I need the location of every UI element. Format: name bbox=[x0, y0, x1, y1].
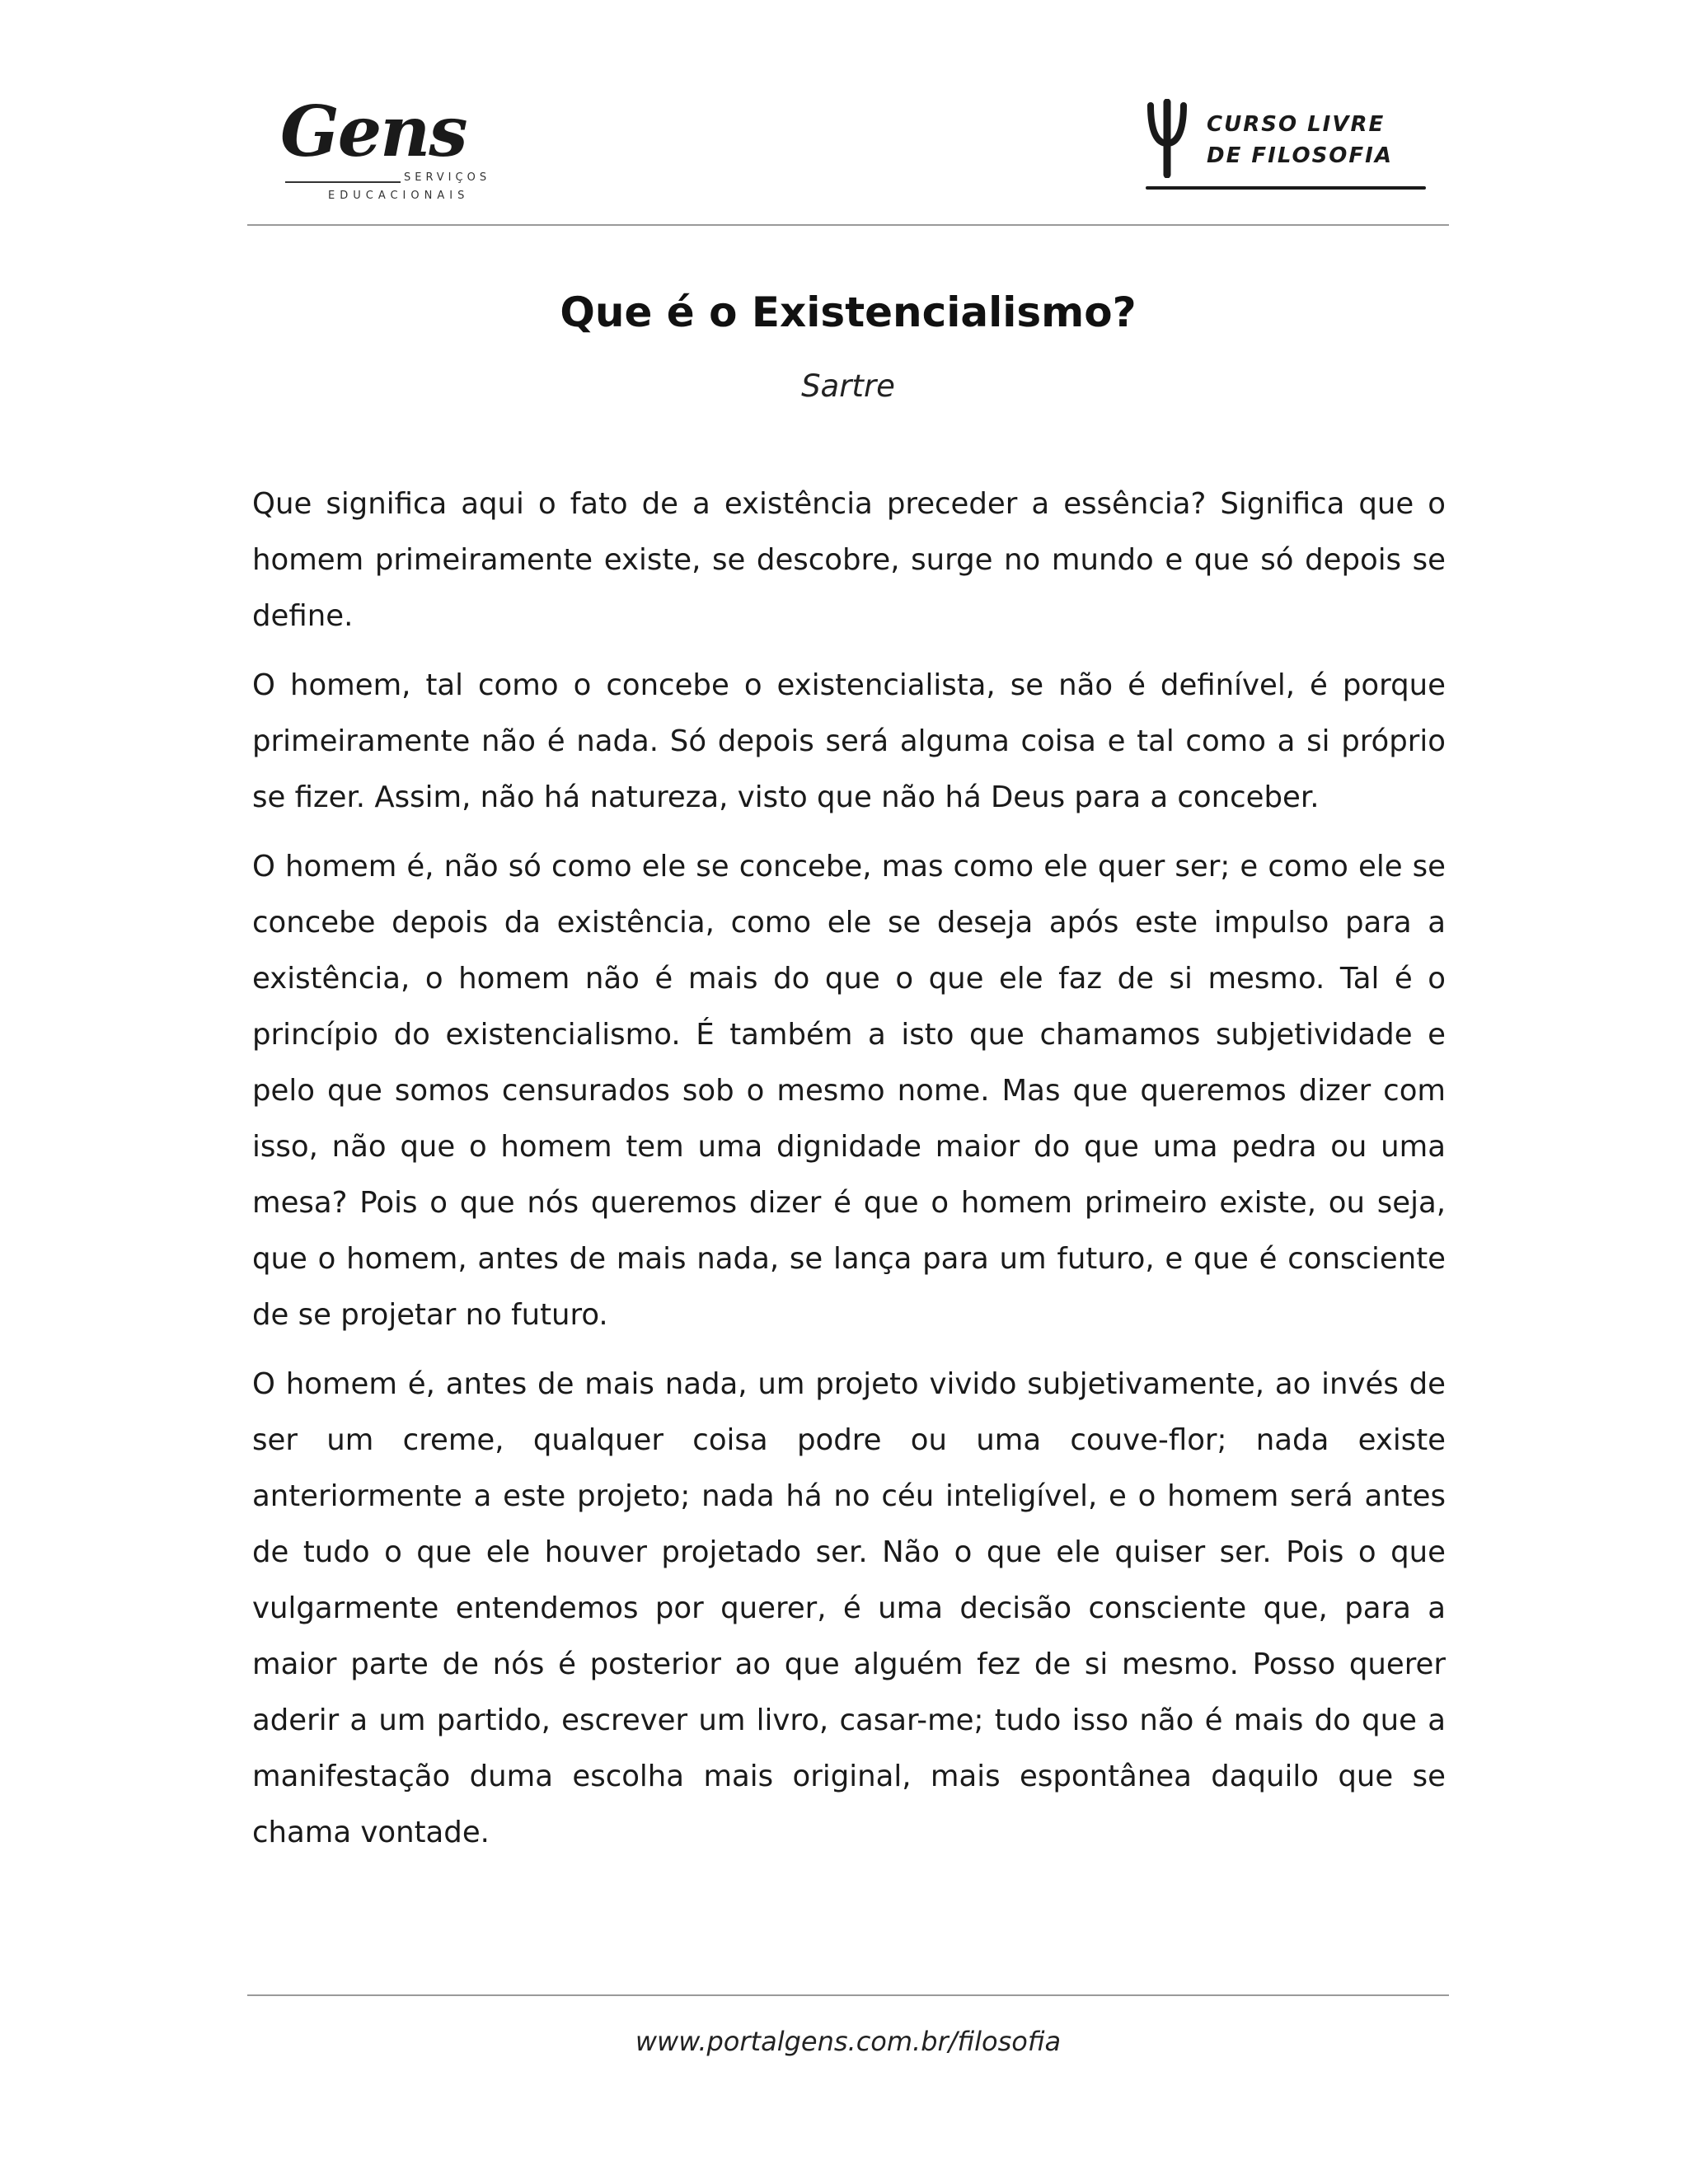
gens-logo bbox=[280, 91, 491, 202]
page-header bbox=[247, 82, 1449, 223]
paragraph-1: Que significa aqui o fato de a existência preceder a essência? Significa que o homem primeiramente existe, se descobre, surge no mundo e que só depois se define. bbox=[252, 487, 1446, 633]
gens-underline bbox=[285, 181, 401, 183]
curso-logo-rule bbox=[1146, 186, 1426, 190]
de-filosofia-text: DE FILOSOFIA bbox=[1207, 143, 1393, 168]
curso-livre-logo bbox=[1146, 92, 1434, 191]
paragraph-2: O homem, tal como o concebe o existencialista, se não é definível, é porque primeiramente não é nada. Só depois será alguma coisa e tal como a si próprio se fizer. Assim, não há natureza, visto que não há Deus para a conceber. bbox=[252, 668, 1446, 814]
document-author: Sartre bbox=[801, 368, 895, 404]
gens-subtitle-servicos: SERVIÇOS bbox=[404, 171, 491, 184]
paragraph-3: O homem é, não só como ele se concebe, mas como ele quer ser; e como ele se concebe depois da existência, como ele se deseja após este impulso para a existência, o homem não é mais do que o que ele faz de si mesmo. Tal é o princípio do existencialismo. É também a isto que chamamos subjetividade e pelo que somos censurados sob o mesmo nome. Mas que queremos dizer com isso, não que o homem tem uma dignidade maior do que uma pedra ou uma mesa? Pois o que nós queremos dizer é que o homem primeiro existe, ou seja, que o homem, antes de mais nada, se lança para um futuro, e que é consciente de se projetar no futuro. bbox=[252, 850, 1446, 1332]
footer-url[interactable]: www.portalgens.com.br/filosofia bbox=[635, 2026, 1062, 2057]
footer-divider bbox=[247, 1994, 1449, 1996]
gens-subtitle-educacionais: EDUCACIONAIS bbox=[328, 190, 470, 202]
header-divider bbox=[247, 224, 1449, 226]
document-title: Que é o Existencialismo? bbox=[560, 288, 1137, 336]
gens-wordmark: Gens bbox=[280, 91, 467, 172]
curso-livre-text: CURSO LIVRE bbox=[1207, 112, 1386, 137]
document-body bbox=[252, 476, 1446, 1874]
paragraph-4: O homem é, antes de mais nada, um projeto vivido subjetivamente, ao invés de ser um creme, qualquer coisa podre ou uma couve-flor; nada existe anteriormente a este projeto; nada há no céu inteligível, e o homem será antes de tudo o que ele houver projetado ser. Não o que ele quiser ser. Pois o que vulgarmente entendemos por querer, é uma decisão consciente que, para a maior parte de nós é posterior ao que alguém fez de si mesmo. Posso querer aderir a um partido, escrever um livro, casar-me; tudo isso não é mais do que a manifestação duma escolha mais original, mais espontânea daquilo que se chama vontade. bbox=[252, 1367, 1446, 1849]
psi-icon bbox=[1146, 99, 1189, 178]
